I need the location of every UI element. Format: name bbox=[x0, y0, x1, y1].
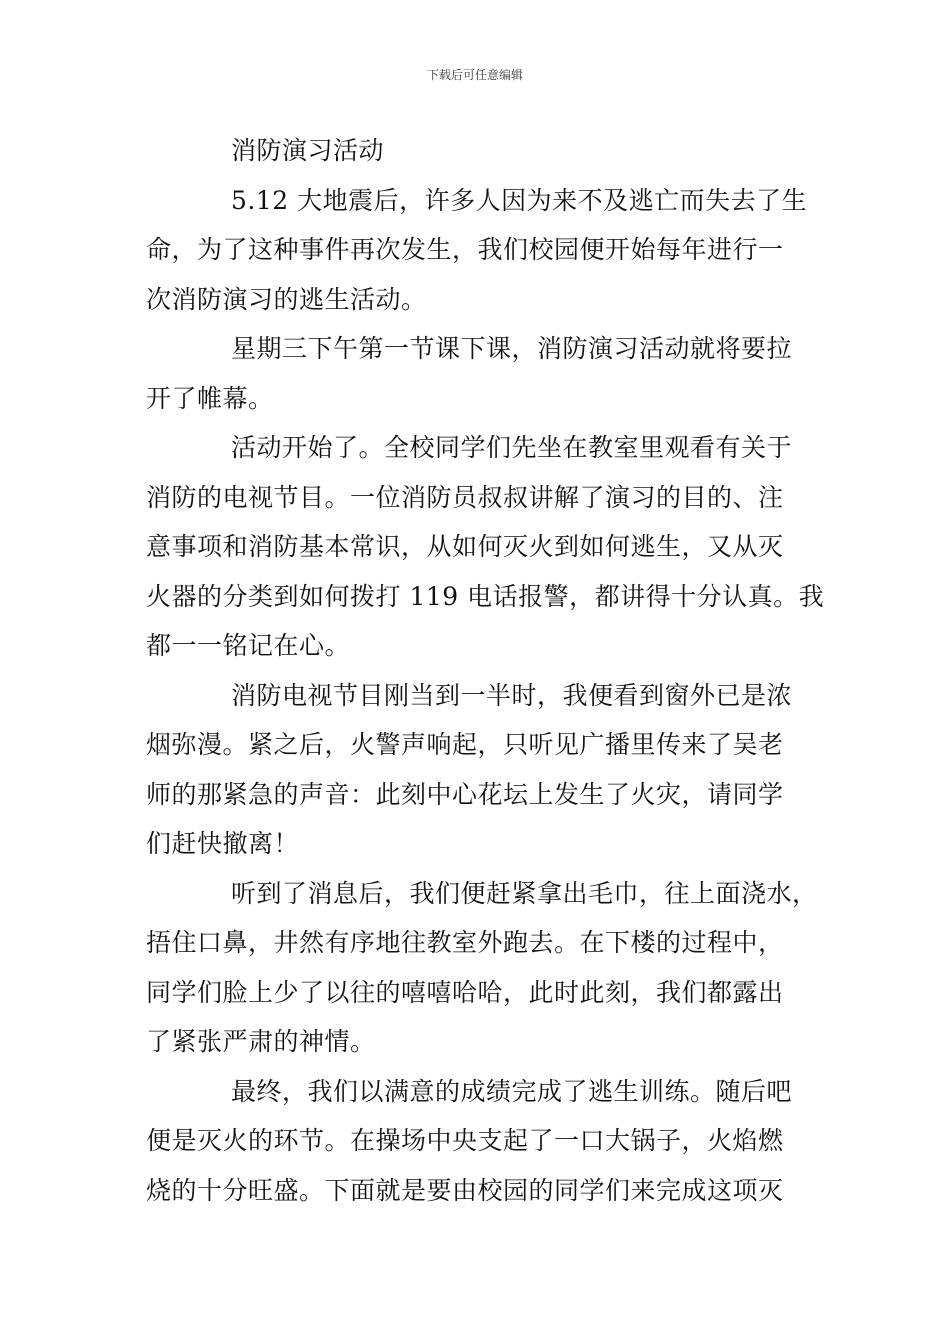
paragraph-line: 们赶快撤离！ bbox=[146, 829, 300, 858]
paragraph-2 bbox=[146, 324, 808, 423]
paragraph-line: 烧的十分旺盛。下面就是要由校园的同学们来完成这项灭 bbox=[146, 1175, 784, 1205]
paragraph-line: 意事项和消防基本常识，从如何灭火到如何逃生，又从灭 bbox=[146, 532, 784, 561]
paragraph-4 bbox=[146, 671, 808, 869]
paragraph-line: 活动开始了。全校同学们先坐在教室里观看有关于 bbox=[231, 433, 793, 462]
paragraph-line: 星期三下午第一节课下课，消防演习活动就将要拉 bbox=[231, 334, 793, 363]
paragraph-line: 5.12 大地震后，许多人因为来不及逃亡而失去了生 bbox=[231, 185, 808, 215]
paragraph-5 bbox=[146, 869, 818, 1067]
paragraph-line: 同学们脸上少了以往的嘻嘻哈哈，此时此刻，我们都露出 bbox=[146, 977, 784, 1007]
paragraph-line: 最终，我们以满意的成绩完成了逃生训练。随后吧 bbox=[231, 1076, 793, 1106]
paragraph-line: 开了帷幕。 bbox=[146, 383, 274, 413]
paragraph-line: 都一一铭记在心。 bbox=[146, 631, 351, 660]
paragraph-line: 烟弥漫。紧之后，火警声响起，只听见广播里传来了吴老 bbox=[146, 730, 784, 759]
paragraph-line: 消防的电视节目。一位消防员叔叔讲解了演习的目的、注 bbox=[146, 482, 784, 512]
paragraph-6 bbox=[146, 1067, 808, 1216]
paragraph-line: 命，为了这种事件再次发生，我们校园便开始每年进行一 bbox=[146, 235, 784, 264]
paragraph-line: 便是灭火的环节。在操场中央支起了一口大锅子，火焰燃 bbox=[146, 1126, 784, 1155]
document-title: 消防演习活动 bbox=[231, 136, 385, 165]
paragraph-1 bbox=[146, 176, 808, 325]
paragraph-line: 了紧张严肃的神情。 bbox=[146, 1027, 376, 1056]
paragraph-line: 次消防演习的逃生活动。 bbox=[146, 284, 427, 314]
page-header-note: 下载后可任意编辑 bbox=[426, 68, 523, 82]
paragraph-line: 捂住口鼻，井然有序地往教室外跑去。在下楼的过程中， bbox=[146, 928, 784, 957]
paragraph-line: 火器的分类到如何拨打 119 电话报警，都讲得十分认真。我 bbox=[146, 581, 825, 611]
document-body bbox=[146, 126, 825, 1215]
paragraph-line: 听到了消息后，我们便赶紧拿出毛巾，往上面浇水， bbox=[231, 878, 818, 908]
paragraph-line: 师的那紧急的声音：此刻中心花坛上发生了火灾，请同学 bbox=[146, 779, 784, 809]
paragraph-line: 消防电视节目刚当到一半时，我便看到窗外已是浓 bbox=[231, 680, 793, 710]
paragraph-3 bbox=[146, 423, 825, 671]
